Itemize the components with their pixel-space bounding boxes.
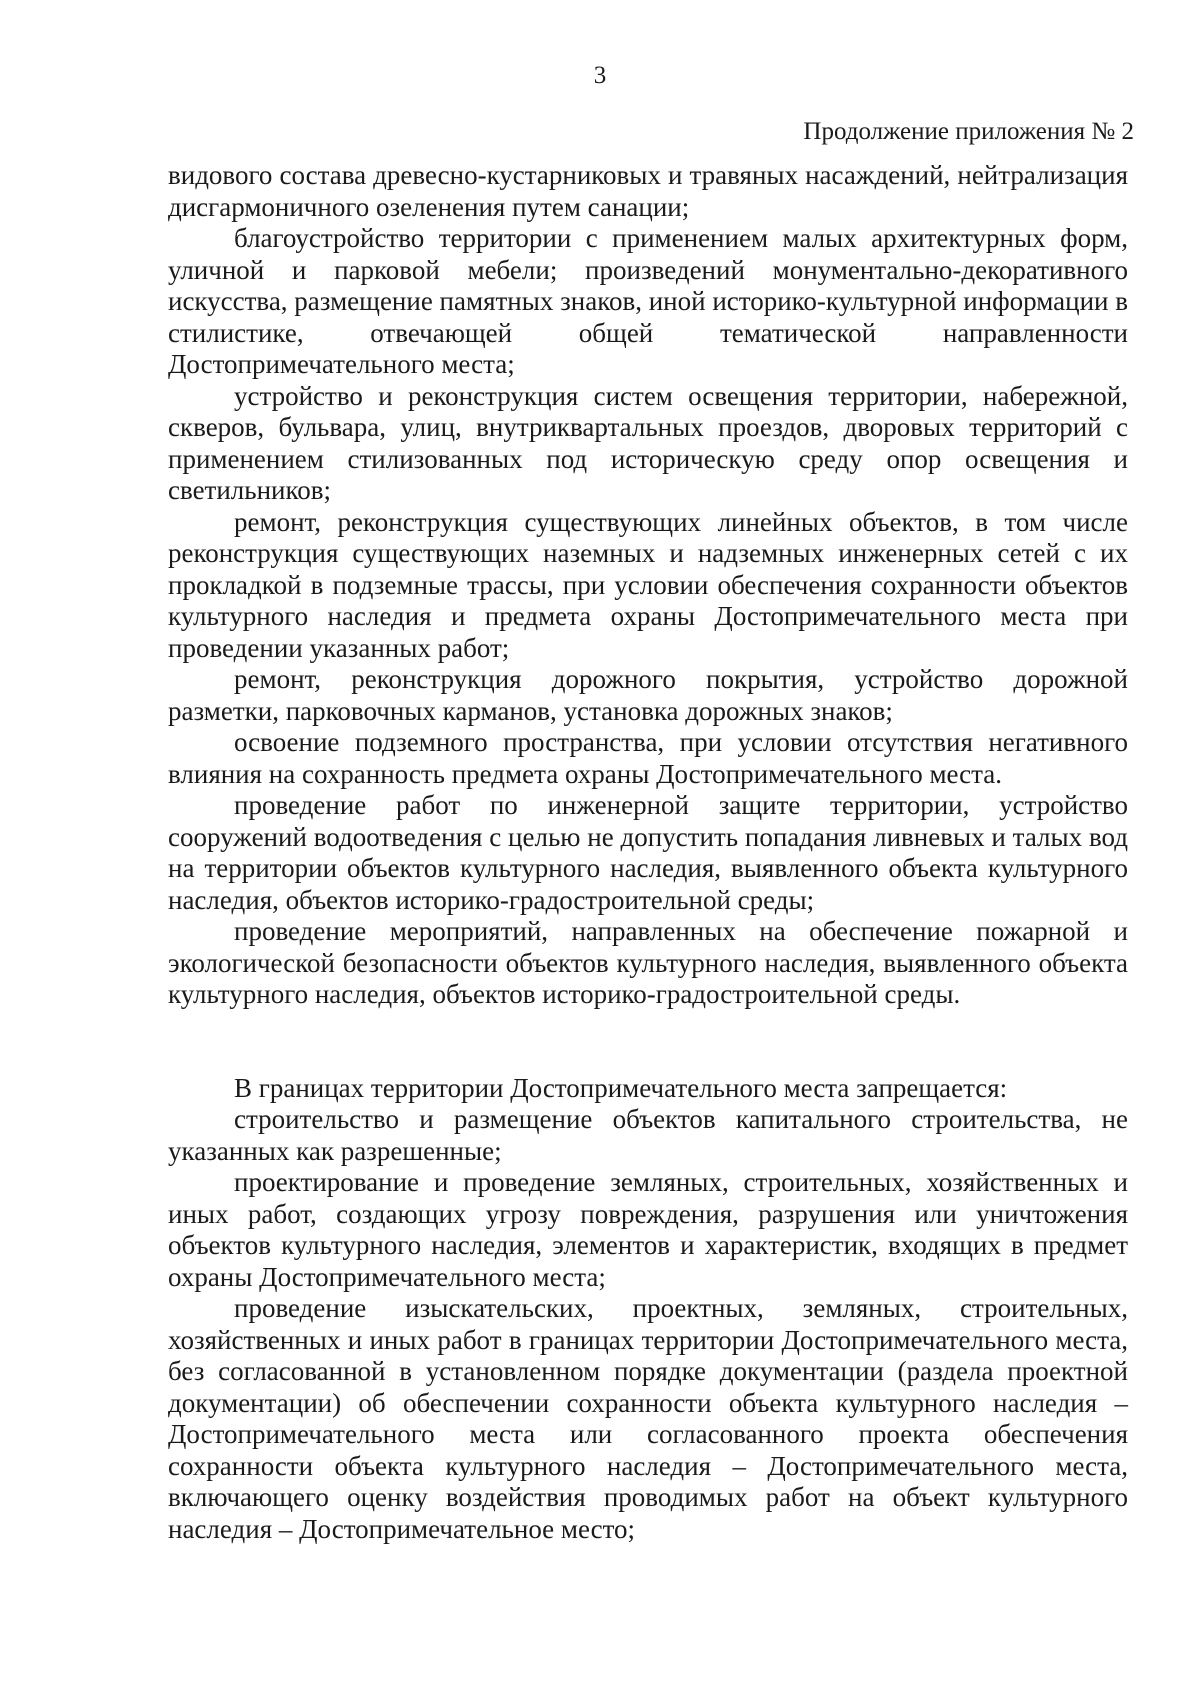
section-gap [168,1011,1128,1073]
paragraph-prohibited-survey-works: проведение изыскательских, проектных, земляных, строительных, хозяйственных и иных работ в границах территории Достопримечательного места, без согласованной в установленном порядке документации (раздела проектной документации) об обеспечении сохранности объекта культурного наследия – Достопримечательного места или согласованного проекта обеспечения сохранности объекта культурного наследия – Достопримечательного места, включающего оценку воздействия проводимых работ на объект культурного наследия – Достопримечательное место; [168,1293,1128,1544]
page-number: 3 [593,62,607,89]
paragraph-lighting: устройство и реконструкция систем освещения территории, набережной, скверов, бульвара, улиц, внутриквартальных проездов, дворовых территорий с применением стилизованных под историческую среду опор освещения и светильников; [168,380,1128,505]
paragraph-underground-space: освоение подземного пространства, при условии отсутствия негативного влияния на сохранность предмета охраны Достопримечательного места. [168,727,1128,789]
paragraph-landscaping: благоустройство территории с применением малых архитектурных форм, уличной и парковой мебели; произведений монументально-декоративного искусства, размещение памятных знаков, иной историко-культурной информации в стилистике, отвечающей общей тематической направленности Достопримечательного места; [168,223,1129,379]
paragraph-prohibited-design-works: проектирование и проведение земляных, строительных, хозяйственных и иных работ, создающих угрозу повреждения, разрушения или уничтожения объектов культурного наследия, элементов и характеристик, входящих в предмет охраны Достопримечательного места; [168,1167,1128,1292]
paragraph-road-surface: ремонт, реконструкция дорожного покрытия, устройство дорожной разметки, парковочных карманов, установка дорожных знаков; [168,664,1128,726]
paragraph-prohibited-construction: строительство и размещение объектов капитального строительства, не указанных как разрешенные; [168,1104,1128,1166]
paragraph-fire-safety: проведение мероприятий, направленных на обеспечение пожарной и экологической безопасности объектов культурного наследия, выявленного объекта культурного наследия, объектов историко-градостроительной среды. [168,916,1128,1009]
paragraph-prohibited-heading: В границах территории Достопримечательного места запрещается: [234,1072,1008,1103]
paragraph-engineering-protection: проведение работ по инженерной защите территории, устройство сооружений водоотведения с целью не допустить попадания ливневых и талых вод на территории объектов культурного наследия, выявленного объекта культурного наследия, объектов историко-градостроительной среды; [168,790,1128,915]
paragraph-linear-objects: ремонт, реконструкция существующих линейных объектов, в том числе реконструкция существующих наземных и надземных инженерных сетей с их прокладкой в подземные трассы, при условии обеспечения сохранности объектов культурного наследия и предмета охраны Достопримечательного места при проведении указанных работ; [168,506,1128,663]
annex-continuation-label: Продолжение приложения № 2 [803,118,1134,145]
paragraph-continued: видового состава древесно-кустарниковых и травяных насаждений, нейтрализация дисгармоничного озеленения путем санации; [168,160,1128,222]
document-body [168,160,1128,1545]
